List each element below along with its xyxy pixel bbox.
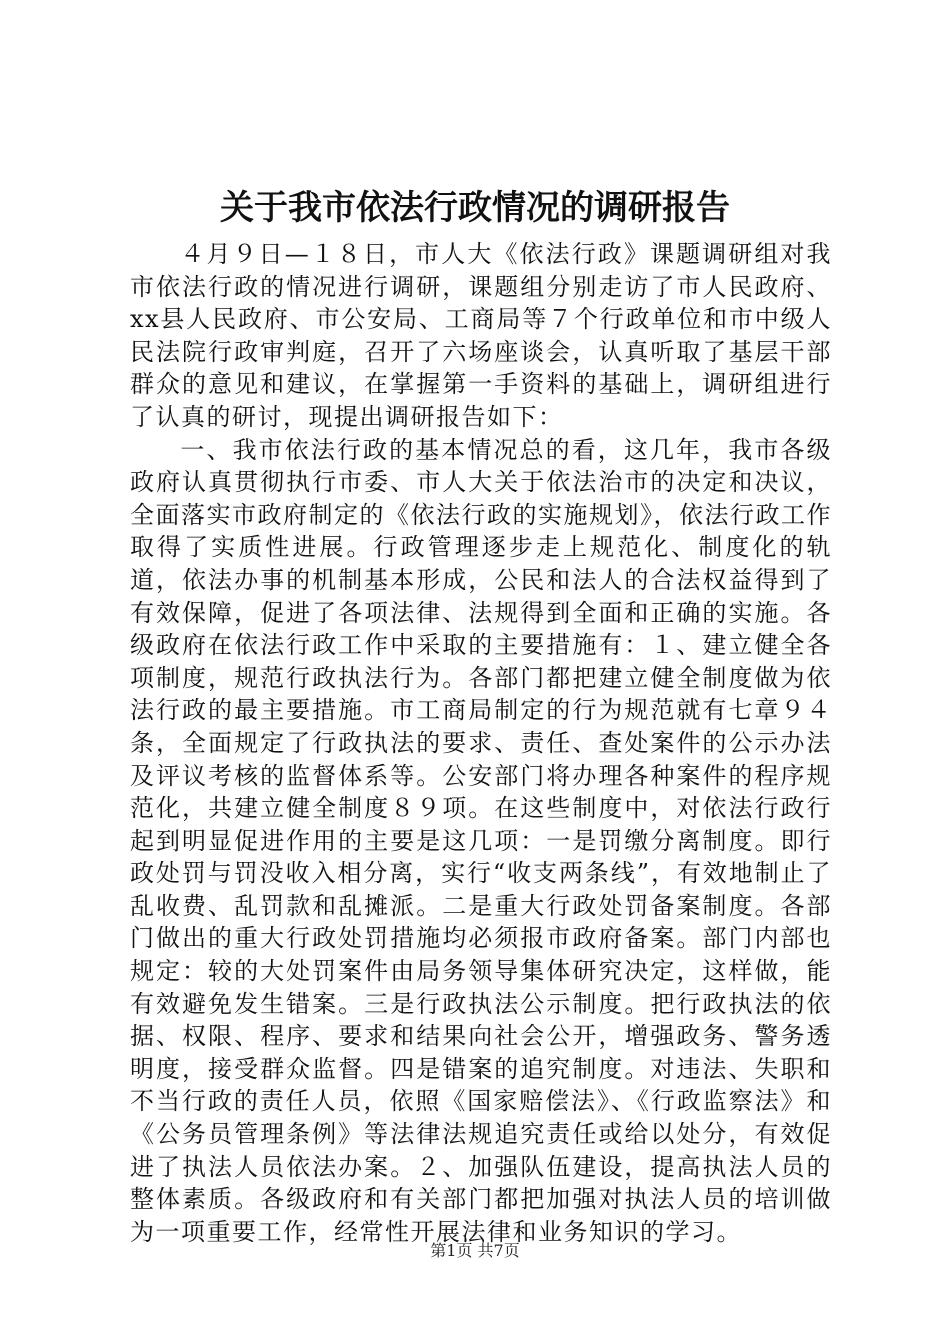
document-title: 关于我市依法行政情况的调研报告 bbox=[220, 188, 730, 228]
paragraph-intro: ４月９日—１８日，市人大《依法行政》课题调研组对我市依法行政的情况进行调研，课题组分别走访了市人民政府、xx县人民政府、市公安局、工商局等７个行政单位和市中级人民法院行政审判庭，召开了六场座谈会，认真听取了基层干部群众的意见和建议，在掌握第一手资料的基础上，调研组进行了认真的研讨，现提出调研报告如下： bbox=[130, 240, 832, 431]
page-footer: 第1页 共7页 bbox=[430, 1241, 520, 1260]
paragraph-basic-situation: 一、我市依法行政的基本情况总的看，这几年，我市各级政府认真贯彻执行市委、市人大关于依法治市的决定和决议，全面落实市政府制定的《依法行政的实施规划》，依法行政工作取得了实质性进展。行政管理逐步走上规范化、制度化的轨道，依法办事的机制基本形成，公民和法人的合法权益得到了有效保障，促进了各项法律、法规得到全面和正确的实施。各级政府在依法行政工作中采取的主要措施有：１、建立健全各项制度，规范行政执法行为。各部门都把建立健全制度做为依法行政的最主要措施。市工商局制定的行为规范就有七章９４条，全面规定了行政执法的要求、责任、查处案件的公示办法及评议考核的监督体系等。公安部门将办理各种案件的程序规范化，共建立健全制度８９项。在这些制度中，对依法行政行起到明显促进作用的主要是这几项：一是罚缴分离制度。即行政处罚与罚没收入相分离，实行“收支两条线”，有效地制止了乱收费、乱罚款和乱摊派。二是重大行政处罚备案制度。各部门做出的重大行政处罚措施均必须报市政府备案。部门内部也规定：较的大处罚案件由局务领导集体研究决定，这样做，能有效避免发生错案。三是行政执法公示制度。把行政执法的依据、权限、程序、要求和结果向社会公开，增强政务、警务透明度，接受群众监督。四是错案的追究制度。对违法、失职和不当行政的责任人员，依照《国家赔偿法》、《行政监察法》和《公务员管理条例》等法律法规追究责任或给以处分，有效促进了执法人员依法办案。２、加强队伍建设，提高执法人员的整体素质。各级政府和有关部门都把加强对执法人员的培训做为一项重要工作，经常性开展法律和业务知识的学习。 bbox=[130, 435, 832, 1246]
document-body bbox=[130, 238, 832, 1248]
